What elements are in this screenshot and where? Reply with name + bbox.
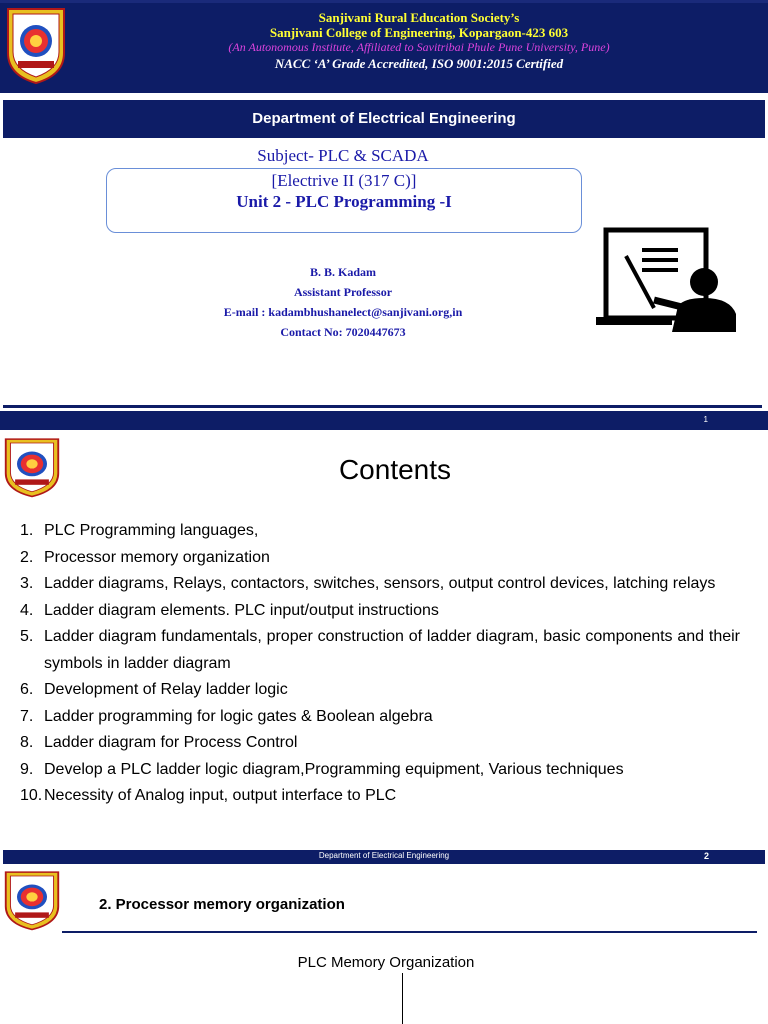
list-item-text: Ladder diagrams, Relays, contactors, switches, sensors, output control devices, latching relays <box>44 575 716 592</box>
list-item-text: PLC Programming languages, <box>44 522 259 539</box>
list-item-number: 3. <box>20 575 34 592</box>
author-name: B. B. Kadam <box>309 265 376 279</box>
diagram-connector-line <box>402 973 403 1024</box>
contents-title: Contents <box>338 454 452 485</box>
list-item <box>20 677 740 704</box>
department-bar: Department of Electrical Engineering <box>3 100 765 138</box>
teacher-presentation-icon <box>594 226 740 334</box>
list-item-text: Necessity of Analog input, output interface to PLC <box>44 787 397 804</box>
list-item <box>20 783 740 810</box>
list-item-number: 7. <box>20 707 34 725</box>
list-item-number: 4. <box>20 601 34 619</box>
memory-organization-slide <box>0 866 768 1024</box>
list-item <box>20 624 740 677</box>
list-item <box>20 730 740 757</box>
list-item <box>20 518 740 545</box>
list-item-number: 5. <box>20 628 34 645</box>
author-designation: Assistant Professor <box>293 285 393 299</box>
list-item-text: Ladder programming for logic gates & Boolean algebra <box>44 707 433 725</box>
unit-title: Unit 2 - PLC Programming -I <box>236 192 452 211</box>
header-text <box>70 10 768 72</box>
page-number: 1 <box>703 415 708 424</box>
author-email: E-mail : kadambhushanelect@sanjivani.org,in <box>223 305 463 319</box>
author-info <box>0 262 686 342</box>
list-item-number: 6. <box>20 681 34 698</box>
contents-slide <box>0 432 768 864</box>
list-item <box>20 598 740 625</box>
elective-label: [Electrive II (317 C)] <box>271 171 417 190</box>
list-item <box>20 757 740 784</box>
list-item-number: 8. <box>20 734 34 751</box>
section-title: 2. Processor memory organization <box>99 896 345 913</box>
list-item <box>20 545 740 572</box>
college-name: Sanjivani College of Engineering, Kopargaon-423 603 <box>269 25 569 40</box>
list-item-number: 9. <box>20 760 34 778</box>
list-item-number: 10. <box>20 787 43 804</box>
college-logo <box>4 5 68 85</box>
list-item-number: 1. <box>20 522 34 539</box>
list-item-text: Ladder diagram elements. PLC input/output instructions <box>44 601 439 619</box>
list-item-text: Processor memory organization <box>44 548 270 566</box>
title-slide <box>0 0 768 430</box>
list-item <box>20 571 740 598</box>
list-item <box>20 704 740 731</box>
college-logo <box>2 869 62 931</box>
list-item-number: 2. <box>20 548 34 566</box>
separator-line <box>3 405 762 408</box>
subject-title: Subject- PLC & SCADA <box>257 146 429 165</box>
society-name: Sanjivani Rural Education Society’s <box>318 10 520 25</box>
slide-footer <box>0 411 768 430</box>
list-item-text: Develop a PLC ladder logic diagram,Programming equipment, Various techniques <box>44 760 624 778</box>
list-item-text: Ladder diagram fundamentals, proper construction of ladder diagram, basic components and their symbols in ladder diagram <box>44 628 740 672</box>
list-item-text: Ladder diagram for Process Control <box>44 734 298 751</box>
title-underline <box>62 931 757 933</box>
diagram-root-label: PLC Memory Organization <box>297 954 475 971</box>
list-item-text: Development of Relay ladder logic <box>44 681 288 698</box>
contents-list <box>20 518 740 810</box>
author-contact: Contact No: 7020447673 <box>280 325 406 339</box>
affiliation: (An Autonomous Institute, Affiliated to Savitribai Phule Pune University, Pune) <box>228 40 610 54</box>
footer-department: Department of Electrical Engineering <box>318 851 450 860</box>
page-number: 2 <box>704 851 710 861</box>
accreditation: NACC ‘A’ Grade Accredited, ISO 9001:2015 Certified <box>274 56 564 71</box>
